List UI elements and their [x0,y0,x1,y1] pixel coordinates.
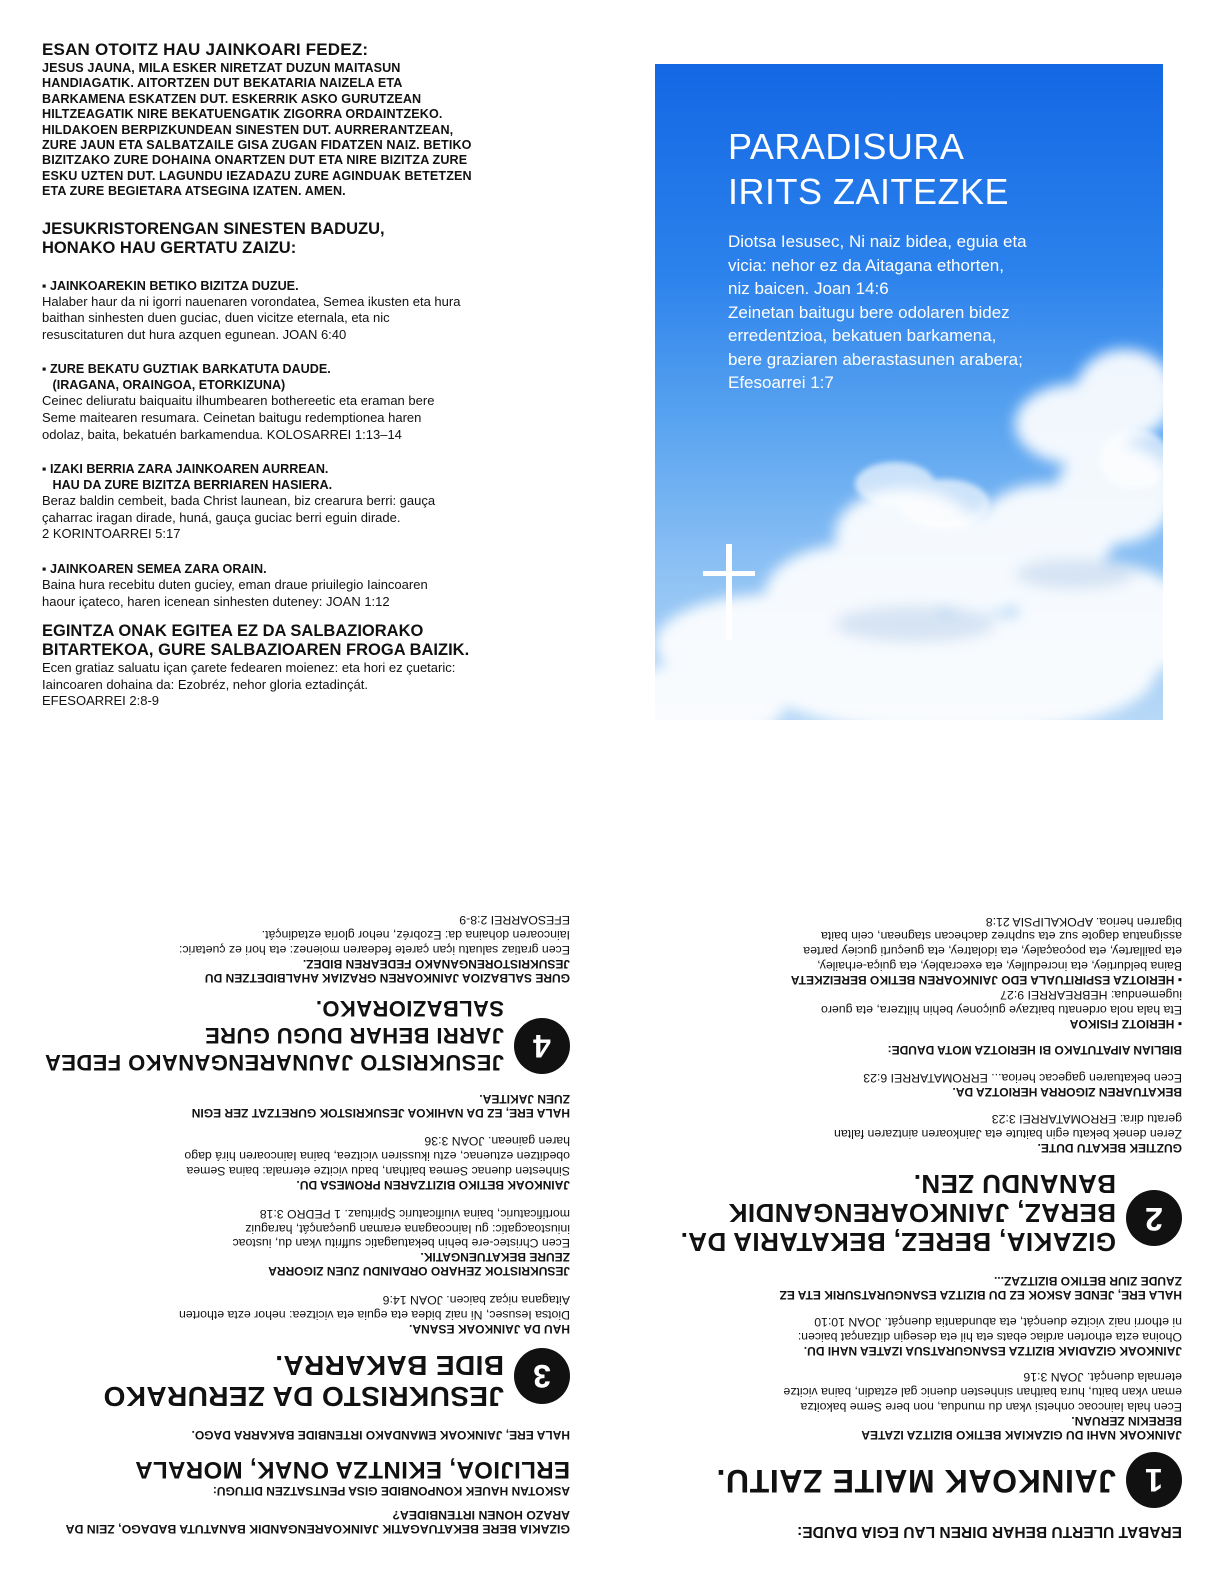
section-title-line: JESUKRISTO JAUNARENGANAKO FEDEA [44,1049,504,1075]
believe-heading [42,220,590,258]
section-4-title [44,995,570,1076]
section-title-line: BIDE BAKARRA. [274,1350,504,1381]
point-verse-line: 2 KORINTOARREI 5:17 [42,526,181,542]
caps-line: HAU DA JAINKOAK ESANA. [409,1322,570,1336]
caps-line: ▪ HERIOTZ FISIKOA [1069,1016,1182,1031]
cover-verse-line: bere graziaren aberastasunen arabera; [728,349,1023,369]
point-title: (IRAGANA, ORAINGOA, ETORKIZUNA) [42,378,286,393]
section-1-title [655,1452,1182,1508]
point-verse-line: Beraz baldin cembeit, bada Christ launean, biz crearura berri: gauça [42,493,436,509]
cross-icon [726,544,732,640]
point-verse-line: baithan sinhesten duen guciac, duen vicitze eternala, eta nic [42,310,390,326]
cross-icon-bar [703,571,755,576]
section-title-line: BANANDU ZEN. [913,1169,1116,1200]
verse-line: obeditzen eztuenac, eztu ikussiren vicitzea, baina Iaincoaren hirá dago [184,1149,570,1164]
point-verse-line: Ceinec deliuratu baiquaitu ilhumbearen bothereetic eta eraman bere [42,393,435,409]
good-works-heading [42,622,590,660]
section-title-text [680,1169,1116,1256]
four-truths-intro: ERABAT ULERTU BEHAR DIREN LAU EGIA DAUDE: [797,1523,1182,1540]
prayer-line: ETA ZURE BEGIETARA ATSEGINA IZATEN. AMEN. [42,184,346,199]
prayer-text [42,61,590,200]
caps-line: BEKATUAREN ZIGORRA HERIOTZA DA. [952,1085,1182,1100]
caps-line: ASKOTAN HAUEK KONPONBIDE GISA PENTSATZEN DITUGU: [212,1484,570,1498]
gospel-panel-bottom-left [44,850,570,1536]
verse-line: iniustoacgatic: gu Iaincoagana eraman gueçançát, haraguiz [245,1221,570,1236]
verse-line: Ecen bekatuaren gagecac herioa... ERROMATARREI 6:23 [863,1071,1182,1086]
caps-line: BIBLIAN AIPATUTAKO BI HERIOTZA MOTA DAUDE: [887,1042,1182,1057]
verse-line: eternala duençát. JOAN 3:16 [1023,1370,1182,1385]
section-title-text [103,1350,504,1412]
cover-title-line: PARADISURA [728,126,965,167]
verse-line: Iaincoaren dohaina da: Ezobréz, nehor gloria eztadinçát. [42,676,368,692]
verse-line: Ecen Christec-ere behin bekatuagatic suffritu vkan du, iustoac [232,1236,570,1251]
caps-line: HALA ERE, JENDE ASKOK EZ DU BIZITZA ESANGURATSURIK ETA EZ [779,1288,1182,1303]
cover-title [728,124,1009,214]
prayer-line: HANDIAGATIK. AITORTZEN DUT BEKATARIA NAIZELA ETA [42,76,403,91]
point-verse-line: resuscitaturen dut hura azquen egunean. JOAN 6:40 [42,326,347,342]
cover-verse-line: erredentzioa, bekatuen barkamena, [728,326,997,345]
verse-line: Ohoina ezta ethorten ardiac ebats eta hil eta desegin ditzançat baicen: [797,1329,1182,1344]
section-3-title [44,1348,570,1412]
section-2-body [655,914,1182,1155]
verse-line: Zeren denek bekatu egin baitute eta Jainkoaren aintzaren faltan [834,1127,1182,1142]
verse-line: eta paillartey, eta poçoaçaley, eta idolatrey, eta gueçurti guciey partea [803,944,1182,959]
point-title: ▪ ZURE BEKATU GUZTIAK BARKATUTA DAUDE. [42,362,331,377]
verse-line: geratu dira: ERROMATARREI 3:23 [991,1112,1182,1127]
prayer-line: ESKU UZTEN DUT. LAGUNDU IEZADAZU ZURE AGINDUAK BETETZEN [42,168,472,183]
caps-line: GUZTIEK BEKATU DUTE. [1037,1141,1182,1156]
prayer-line: BARKAMENA ESKATZEN DUT. ESKERRIK ASKO GURUTZEAN [42,91,422,106]
gospel-panel-bottom-right [655,818,1182,1540]
verse-line: Aitagana niçaz baicen. JOAN 14:6 [382,1293,570,1308]
caps-line: HALA ERE, EZ DA NAHIKOA JESUKRISTOK GURETZAT ZER EGIN [191,1105,570,1120]
verse-line: EFESOARREI 2:8-9 [42,693,160,709]
caps-line: JAINKOAK GIZADIAK BIZITZA ESANGURATSUA IZATEA NAHI DU. [803,1343,1182,1358]
point-title: ▪ JAINKOAREKIN BETIKO BIZITZA DUZUE. [42,278,299,293]
section-2-title [655,1169,1182,1256]
false-solutions-list: ERLIJIOA, EKINTZA ONAK, MORALA [134,1456,570,1483]
verse-line: Diotsa Iesusec, Ni naiz bidea eta eguia eta vicitzea: nehor ezta ethorten [178,1308,570,1322]
prayer-line: HILTZEAGATIK NIRE BEKATUENGATIK ZIGORRA ORDAINTZEKO. [42,107,443,122]
cover-verse-line: Efesoarrei 1:7 [728,373,834,392]
believe-heading-line: JESUKRISTORENGAN SINESTEN BADUZU, [42,219,385,238]
cover-verse-line: Zeinetan baitugu bere odolaren bidez [728,302,1010,322]
caps-line: ZAUDE ZIUR BETIKO BIZITZAZ... [994,1274,1182,1289]
cover-verse-line: vicia: nehor ez da Aitagana ethorten, [728,255,1004,275]
prayer-line: HILDAKOEN BERPIZKUNDEAN SINESTEN DUT. AURRERANTZEAN, [42,122,454,137]
prayer-line: ZURE JAUN ETA SALBATZAILE GISA ZUGAN FIDATZEN NAIZ. BETIKO [42,138,472,153]
cover-title-line: IRITS ZAITEZKE [728,171,1010,212]
section-3-body [44,1092,570,1336]
verse-line: iugemendua: HEBREARREI 9:27 [1000,987,1182,1002]
section-title-line: BERAZ, JAINKOARENGANDIK [728,1198,1116,1229]
point-title: ▪ IZAKI BERRIA ZARA JAINKOAREN AURREAN. [42,462,329,477]
verse-line: Eta hala nola ordenatu baitzaye guiçoney behin hiltzera, eta guero [821,1002,1182,1017]
section-title-line: GIZAKIA, BEREZ, BEKATARIA DA. [680,1227,1116,1258]
section-number-badge: 2 [1126,1190,1182,1246]
verse-line: Ecen gratiaz saluatu içan çarete fedearen moienez: eta hori ez çuetaric: [42,660,456,676]
section-title-line: JARRI BEHAR DUGU GURE SALBAZIORAKO. [204,995,504,1048]
caps-line: ▪ HERIOTZA ESPIRITUALA EDO JAINKOAREN BETIKO BEREIZKETA [790,973,1182,988]
section-number-badge: 4 [514,1018,570,1074]
cover-verse [728,230,1128,395]
good-works-heading-line: EGINTZA ONAK EGITEA EZ DA SALBAZIORAKO [42,622,424,641]
prayer-line: JESUS JAUNA, MILA ESKER NIRETZAT DUZUN MAITASUN [42,61,401,75]
caps-line: ZEURE BEKATUENGATIK. [420,1250,570,1265]
verse-line: Iaincoaren dohaina da: Ezobréz, nehor gloria eztadinçát. [261,927,570,942]
verse-line: mortificaturic, baina viuificaturic Spirituaz. 1 PEDRO 3:18 [259,1206,570,1221]
caps-line: JAINKOAK NAHI DU GIZAKIAK BETIKO BIZITZA IZATEA [861,1428,1182,1442]
good-works-verse [42,660,590,710]
verse-line: EFESOARREI 2:8-9 [459,913,570,928]
gospel-panel-top-left [42,40,590,710]
verse-line: assignatua dagote suz eta suphrez dachecan stagnean, cein baita [821,929,1182,944]
verse-line: eman vkan baitu, hura baithan sinhesten duenic gal eztadin, baina vicitze [783,1385,1182,1400]
caps-line: ZUEN JAKITEA. [479,1091,570,1106]
good-works-heading-line: BITARTEKOA, GURE SALBAZIOAREN FROGA BAIZIK. [42,641,470,660]
verse-line: Ecen gratiaz saluatu içan çarete fedearen moienez: eta hori ez çuetaric: [179,942,570,957]
section-number-badge: 3 [514,1348,570,1404]
caps-line: BEREKIN ZERUAN. [1071,1414,1182,1428]
section-title-text: JAINKOAK MAITE ZAITU. [715,1463,1116,1499]
point-verse-line: Baina hura recebitu duten guciey, eman draue priuilegio Iaincoaren [42,577,428,592]
problem-intro: GIZAKIA BERE BEKATUAGATIK JAINKOARENGANDIK BANATUTA BADAGO, ZEIN DA ARAZO HONEN IRTENBIDEA? [66,1508,570,1536]
point-verse-line: odolaz, baita, bekatuén barkamendua. KOLOSARREI 1:13–14 [42,426,402,442]
section-title-text [44,995,504,1076]
verse-line: ni ethorri naiz vicitze duençát, eta abundantia duençát. JOAN 10:10 [814,1314,1182,1329]
caps-line: JESUKRISTOK ZEHARO ORDAINDU ZUEN ZIGORRA [268,1264,570,1279]
verse-line: Ecen hala Iaincoac onhetsi vkan du mundua, non bere Seme bakoitza [800,1400,1182,1414]
section-1-body [655,1274,1182,1442]
point-verse-line: Halaber haur da ni igorri nauenaren vorondatea, Semea ikusten eta hura [42,293,461,309]
caps-line: JAINKOAK BETIKO BIZITZAREN PROMESA DU. [296,1178,570,1193]
section-title-line: JESUKRISTO DA ZERURAKO [103,1381,504,1412]
prayer-heading: ESAN OTOITZ HAU JAINKOARI FEDEZ: [42,40,369,59]
point-verse-line: çaharrac iragan dirade, huná, gauça guciac berri eguin dirade. [42,509,401,525]
point-new-creature [42,461,590,543]
cover-verse-line: Diotsa Iesusec, Ni naiz bidea, eguia eta [728,232,1027,251]
point-title: HAU DA ZURE BIZITZA BERRIAREN HASIERA. [42,478,333,493]
verse-line: bigarren herioa. APOKALIPSIA 21:8 [985,914,1182,929]
caps-line: HALA ERE, JAINKOAK EMANDAKO IRTENBIDE BAKARRA DAGO. [191,1428,570,1442]
caps-line: GURE SALBAZIOA JAINKOAREN GRAZIAK AHALBIDETZEN DU [204,970,570,985]
point-eternal-life [42,278,590,344]
caps-line: JESUKRISTORENGANAKO FEDEAREN BIDEZ. [302,956,570,971]
section-number-badge: 1 [1126,1452,1182,1508]
point-sins-forgiven [42,361,590,443]
point-verse-line: Seme maitearen resumara. Ceinetan baitugu redemptionea haren [42,410,422,426]
section-4-body [44,912,570,984]
verse-line: haren gainean. JOAN 3:36 [424,1134,570,1149]
point-child-of-god [42,561,590,610]
prayer-line: BIZITZAKO ZURE DOHAINA ONARTZEN DUT ETA NIRE BIZITZA ZURE [42,153,468,168]
point-verse-line: haour içateco, haren icenean sinhesten duteney: JOAN 1:12 [42,593,390,609]
verse-line: Baina beldurtiey, eta incredulley, eta execrabley, eta guiça-erhailey, [817,959,1182,974]
cover-verse-line: niz baicen. Joan 14:6 [728,279,889,298]
point-title: ▪ JAINKOAREN SEMEA ZARA ORAIN. [42,562,267,576]
verse-line: Sinhesten duenac Semea baithan, badu vicitze eternala: baina Semea [186,1164,570,1179]
believe-heading-line: HONAKO HAU GERTATU ZAIZU: [42,238,297,257]
